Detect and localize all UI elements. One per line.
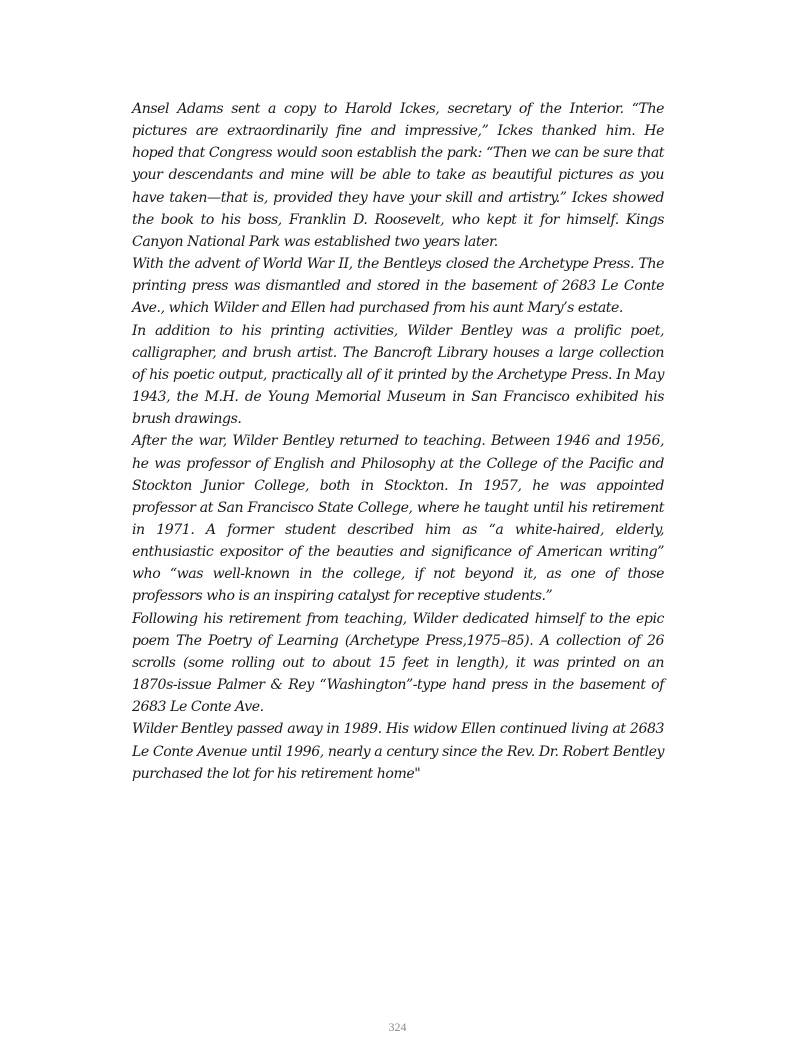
paragraph-poet-calligrapher: In addition to his printing activities, Wilder Bentley was a prolific poet, calligrapher, and brush artist. The Bancroft Library houses a large collection of his poetic output, practically all of it printed by the Archetype Press. In May 1943, the M.H. de Young Memorial Museum in San Francisco exhibited his brush drawings.: [132, 322, 664, 428]
paragraph-teaching-career: After the war, Wilder Bentley returned to teaching. Between 1946 and 1956, he was professor of English and Philosophy at the College of the Pacific and Stockton Junior College, both in Stockton. In 1957, he was appointed professor at San Francisco State College, where he taught until his retirement in 1971. A former student described him as “a white-haired, elderly, enthusiastic expositor of the beauties and significance of American writing” who “was well-known in the college, if not beyond it, as one of those professors who is an inspiring catalyst for receptive students.”: [132, 433, 664, 605]
page-number: 324: [388, 1020, 407, 1034]
paragraph-kings-canyon: Ansel Adams sent a copy to Harold Ickes, secretary of the Interior. “The pictures are extraordinarily fine and impressive,” Ickes thanked him. He hoped that Congress would soon establish the park: “Then we can be sure that your descendants and mine will be able to take as beautiful pictures as you have taken—that is, provided they have your skill and artistry.” Ickes showed the book to his boss, Franklin D. Roosevelt, who kept it for himself. Kings Canyon National Park was established two years later.: [132, 101, 664, 250]
body-text: [132, 98, 664, 785]
paragraph-passing: Wilder Bentley passed away in 1989. His widow Ellen continued living at 2683 Le Conte Avenue until 1996, nearly a century since the Rev. Dr. Robert Bentley purchased the lot for his retirement home": [132, 721, 664, 782]
paragraph-poetry-of-learning: Following his retirement from teaching, Wilder dedicated himself to the epic poem The Poetry of Learning (Archetype Press,1975–85). A collection of 26 scrolls (some rolling out to about 15 feet in length), it was printed on an 1870s-issue Palmer & Rey “Washington”-type hand press in the basement of 2683 Le Conte Ave.: [132, 610, 664, 716]
paragraph-archetype-press-closed: With the advent of World War II, the Bentleys closed the Archetype Press. The printing press was dismantled and stored in the basement of 2683 Le Conte Ave., which Wilder and Ellen had purchased from his aunt Mary’s estate.: [132, 256, 664, 317]
